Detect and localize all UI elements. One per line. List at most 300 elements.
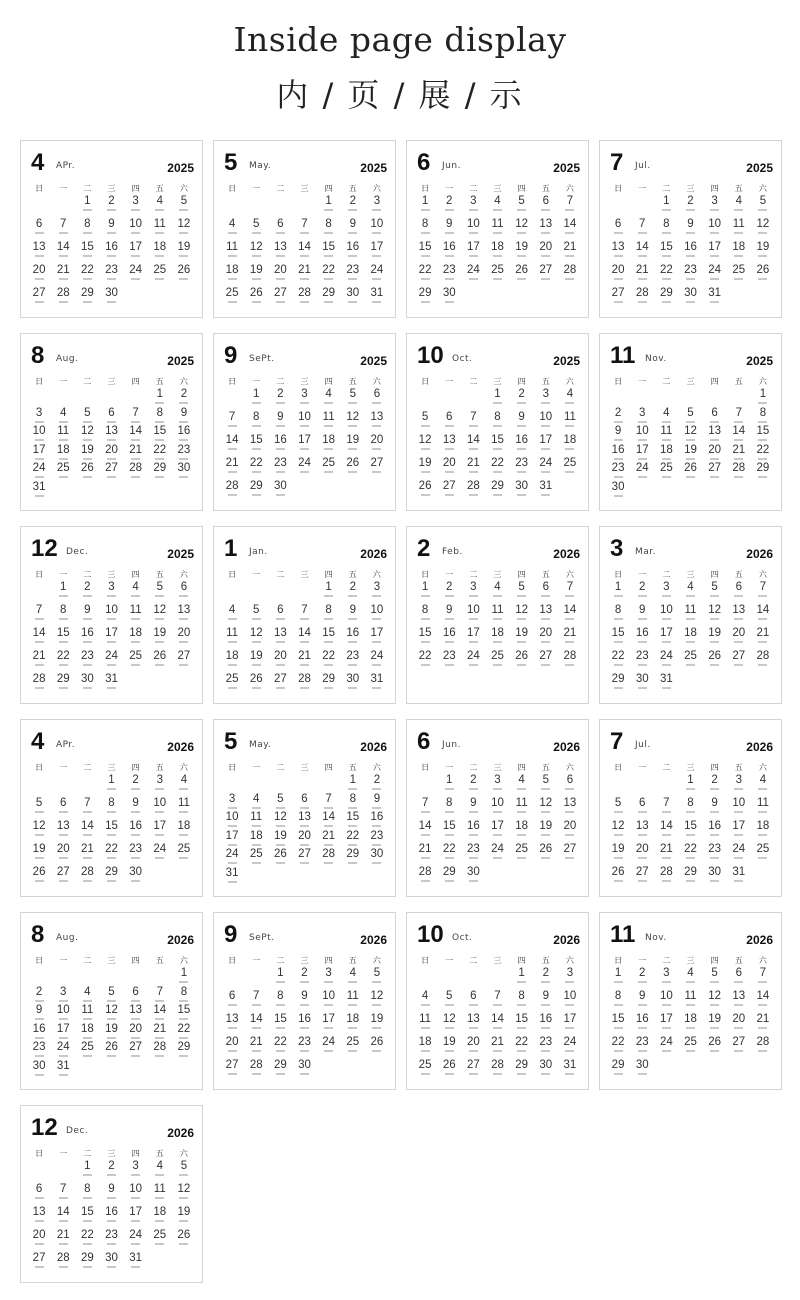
weekday-label: 二: [83, 956, 92, 965]
month-abbreviation: Jul.: [635, 161, 651, 171]
day-cell: 9: [27, 1004, 51, 1023]
day-cell: 12: [341, 411, 365, 434]
weekday-label: 五: [155, 1149, 164, 1158]
day-cell: 2: [534, 967, 558, 990]
day-cell: 24: [124, 1229, 148, 1252]
day-cell: 1: [606, 967, 630, 990]
day-cell: 21: [220, 457, 244, 480]
weekday-label: 二: [276, 377, 285, 386]
weekday-label: 四: [324, 956, 333, 965]
day-cell: 14: [124, 425, 148, 444]
day-cell: 26: [75, 462, 99, 481]
day-cell: 10: [485, 797, 509, 820]
day-cell: 22: [75, 264, 99, 287]
day-cell: 6: [99, 407, 123, 426]
day-cell: 28: [75, 866, 99, 889]
day-cell: 18: [75, 1023, 99, 1042]
day-cell: 11: [317, 411, 341, 434]
day-cell: 9: [703, 797, 727, 820]
day-cell: 29: [485, 480, 509, 503]
month-number: 9: [224, 921, 238, 948]
weekday-label: 三: [300, 956, 309, 965]
day-cell: 10: [558, 990, 582, 1013]
day-cell: 16: [630, 627, 654, 650]
day-cell: 1: [99, 774, 123, 797]
empty-cell: [124, 967, 148, 986]
day-cell: 8: [172, 986, 196, 1005]
day-cell: 9: [341, 604, 365, 627]
day-cell: 23: [630, 650, 654, 673]
day-cell: 25: [510, 843, 534, 866]
day-cell: 8: [413, 604, 437, 627]
day-cell: 5: [703, 581, 727, 604]
weekday-header: [220, 376, 389, 387]
day-cell: 28: [292, 287, 316, 310]
day-cell: 8: [654, 218, 678, 241]
weekday-label: 三: [107, 570, 116, 579]
days-grid: [606, 195, 775, 311]
day-cell: 7: [51, 1183, 75, 1206]
day-cell: 17: [485, 820, 509, 843]
weekday-label: 五: [541, 763, 550, 772]
weekday-label: 四: [710, 763, 719, 772]
day-cell: 7: [27, 604, 51, 627]
day-cell: 26: [27, 866, 51, 889]
day-cell: 2: [341, 581, 365, 604]
day-cell: 21: [148, 1023, 172, 1042]
day-cell: 16: [534, 1013, 558, 1036]
empty-cell: [220, 774, 244, 793]
day-cell: 29: [678, 866, 702, 889]
day-cell: 17: [365, 241, 389, 264]
day-cell: 14: [558, 604, 582, 627]
day-cell: 4: [751, 774, 775, 797]
day-cell: 1: [510, 967, 534, 990]
weekday-label: 二: [83, 184, 92, 193]
day-cell: 25: [678, 1036, 702, 1059]
empty-cell: [244, 967, 268, 990]
weekday-label: 四: [517, 570, 526, 579]
day-cell: 16: [27, 1023, 51, 1042]
year-label: 2025: [553, 354, 580, 368]
day-cell: 21: [51, 264, 75, 287]
weekday-label: 二: [469, 184, 478, 193]
month-card: [599, 333, 782, 511]
weekday-label: 二: [276, 956, 285, 965]
day-cell: 2: [437, 195, 461, 218]
empty-cell: [27, 195, 51, 218]
day-cell: 2: [510, 388, 534, 411]
weekday-label: 四: [517, 184, 526, 193]
weekday-label: 五: [541, 184, 550, 193]
days-grid: [413, 967, 582, 1083]
day-cell: 28: [148, 1041, 172, 1060]
month-number: 10: [417, 921, 444, 948]
weekday-label: 六: [372, 570, 381, 579]
day-cell: 8: [485, 411, 509, 434]
day-cell: 29: [51, 673, 75, 696]
day-cell: 17: [292, 434, 316, 457]
weekday-label: 三: [300, 377, 309, 386]
day-cell: 27: [172, 650, 196, 673]
day-cell: 7: [413, 797, 437, 820]
day-cell: 19: [172, 1206, 196, 1229]
day-cell: 14: [751, 604, 775, 627]
weekday-label: 二: [276, 570, 285, 579]
day-cell: 6: [534, 581, 558, 604]
month-number: 8: [31, 342, 45, 369]
day-cell: 21: [630, 264, 654, 287]
weekday-label: 四: [710, 956, 719, 965]
day-cell: 6: [727, 967, 751, 990]
day-cell: 8: [244, 411, 268, 434]
day-cell: 16: [461, 820, 485, 843]
day-cell: 21: [751, 1013, 775, 1036]
day-cell: 7: [75, 797, 99, 820]
day-cell: 16: [437, 241, 461, 264]
empty-cell: [220, 388, 244, 411]
empty-cell: [413, 774, 437, 797]
day-cell: 18: [124, 627, 148, 650]
day-cell: 18: [317, 434, 341, 457]
day-cell: 27: [365, 457, 389, 480]
day-cell: 3: [365, 195, 389, 218]
weekday-label: 五: [348, 956, 357, 965]
day-cell: 14: [727, 425, 751, 444]
day-cell: 12: [751, 218, 775, 241]
day-cell: 29: [606, 1059, 630, 1082]
weekday-label: 一: [59, 1149, 68, 1158]
day-cell: 15: [606, 627, 630, 650]
weekday-label: 日: [35, 1149, 44, 1158]
day-cell: 30: [365, 848, 389, 867]
weekday-label: 四: [710, 184, 719, 193]
day-cell: 8: [437, 797, 461, 820]
day-cell: 29: [172, 1041, 196, 1060]
weekday-label: 四: [710, 570, 719, 579]
day-cell: 24: [292, 457, 316, 480]
weekday-label: 日: [421, 956, 430, 965]
day-cell: 14: [630, 241, 654, 264]
empty-cell: [606, 774, 630, 797]
weekday-label: 五: [155, 763, 164, 772]
day-cell: 8: [751, 407, 775, 426]
weekday-label: 日: [421, 377, 430, 386]
day-cell: 4: [413, 990, 437, 1013]
month-card: [213, 333, 396, 511]
day-cell: 1: [485, 388, 509, 411]
day-cell: 4: [220, 218, 244, 241]
weekday-label: 五: [348, 377, 357, 386]
day-cell: 14: [292, 627, 316, 650]
day-cell: 14: [413, 820, 437, 843]
day-cell: 5: [678, 407, 702, 426]
day-cell: 22: [51, 650, 75, 673]
day-cell: 23: [124, 843, 148, 866]
day-cell: 22: [148, 444, 172, 463]
day-cell: 26: [244, 673, 268, 696]
day-cell: 11: [220, 627, 244, 650]
weekday-label: 日: [421, 184, 430, 193]
day-cell: 20: [365, 434, 389, 457]
day-cell: 15: [148, 425, 172, 444]
day-cell: 24: [51, 1041, 75, 1060]
month-number: 12: [31, 1114, 58, 1141]
day-cell: 1: [51, 581, 75, 604]
day-cell: 19: [437, 1036, 461, 1059]
day-cell: 13: [630, 820, 654, 843]
day-cell: 5: [606, 797, 630, 820]
day-cell: 3: [27, 407, 51, 426]
weekday-label: 日: [421, 763, 430, 772]
day-cell: 17: [365, 627, 389, 650]
day-cell: 30: [341, 673, 365, 696]
day-cell: 16: [99, 241, 123, 264]
weekday-label: 三: [686, 377, 695, 386]
day-cell: 28: [751, 650, 775, 673]
day-cell: 11: [148, 1183, 172, 1206]
month-card: [213, 526, 396, 704]
year-label: 2026: [553, 547, 580, 561]
day-cell: 21: [485, 1036, 509, 1059]
day-cell: 8: [317, 604, 341, 627]
day-cell: 17: [317, 1013, 341, 1036]
day-cell: 19: [99, 1023, 123, 1042]
day-cell: 31: [727, 866, 751, 889]
month-number: 12: [31, 535, 58, 562]
weekday-label: 三: [493, 763, 502, 772]
page-subtitle: 内 / 页 / 展 / 示: [276, 76, 524, 114]
day-cell: 6: [727, 581, 751, 604]
day-cell: 3: [51, 986, 75, 1005]
day-cell: 24: [703, 264, 727, 287]
weekday-label: 四: [131, 377, 140, 386]
day-cell: 12: [172, 1183, 196, 1206]
month-number: 4: [31, 149, 45, 176]
day-cell: 25: [727, 264, 751, 287]
weekday-label: 日: [228, 184, 237, 193]
day-cell: 3: [124, 195, 148, 218]
month-abbreviation: Oct.: [452, 354, 473, 364]
day-cell: 7: [244, 990, 268, 1013]
day-cell: 23: [99, 1229, 123, 1252]
day-cell: 2: [172, 388, 196, 407]
day-cell: 6: [630, 797, 654, 820]
day-cell: 13: [727, 990, 751, 1013]
day-cell: 18: [485, 627, 509, 650]
day-cell: 3: [461, 195, 485, 218]
day-cell: 22: [510, 1036, 534, 1059]
day-cell: 9: [606, 425, 630, 444]
weekday-label: 一: [638, 763, 647, 772]
day-cell: 24: [365, 264, 389, 287]
weekday-label: 日: [228, 377, 237, 386]
day-cell: 24: [317, 1036, 341, 1059]
day-cell: 7: [751, 581, 775, 604]
day-cell: 12: [268, 811, 292, 830]
weekday-label: 六: [179, 956, 188, 965]
day-cell: 17: [461, 241, 485, 264]
day-cell: 22: [654, 264, 678, 287]
day-cell: 25: [148, 1229, 172, 1252]
day-cell: 6: [703, 407, 727, 426]
month-number: 2: [417, 535, 431, 562]
day-cell: 15: [751, 425, 775, 444]
day-cell: 12: [75, 425, 99, 444]
day-cell: 15: [99, 820, 123, 843]
day-cell: 13: [172, 604, 196, 627]
day-cell: 15: [317, 241, 341, 264]
day-cell: 15: [606, 1013, 630, 1036]
day-cell: 20: [534, 241, 558, 264]
day-cell: 20: [124, 1023, 148, 1042]
empty-cell: [51, 1160, 75, 1183]
day-cell: 31: [534, 480, 558, 503]
year-label: 2026: [553, 933, 580, 947]
empty-cell: [51, 967, 75, 986]
day-cell: 23: [172, 444, 196, 463]
day-cell: 14: [244, 1013, 268, 1036]
day-cell: 2: [630, 581, 654, 604]
days-grid: [606, 388, 775, 504]
weekday-label: 六: [179, 184, 188, 193]
day-cell: 3: [558, 967, 582, 990]
day-cell: 5: [99, 986, 123, 1005]
day-cell: 13: [268, 627, 292, 650]
day-cell: 20: [630, 843, 654, 866]
calendar-grid: [20, 140, 782, 1283]
day-cell: 21: [413, 843, 437, 866]
day-cell: 26: [365, 1036, 389, 1059]
day-cell: 9: [461, 797, 485, 820]
weekday-header: [606, 955, 775, 966]
day-cell: 3: [630, 407, 654, 426]
weekday-label: 一: [252, 184, 261, 193]
day-cell: 1: [317, 581, 341, 604]
weekday-label: 六: [758, 763, 767, 772]
day-cell: 17: [727, 820, 751, 843]
weekday-label: 四: [131, 570, 140, 579]
day-cell: 27: [51, 866, 75, 889]
day-cell: 26: [751, 264, 775, 287]
day-cell: 14: [751, 990, 775, 1013]
month-card: [20, 719, 203, 897]
month-abbreviation: APr.: [56, 740, 76, 750]
day-cell: 27: [534, 264, 558, 287]
day-cell: 21: [244, 1036, 268, 1059]
day-cell: 21: [751, 627, 775, 650]
empty-cell: [27, 774, 51, 797]
empty-cell: [99, 388, 123, 407]
day-cell: 9: [365, 793, 389, 812]
weekday-label: 六: [758, 184, 767, 193]
day-cell: 27: [292, 848, 316, 867]
day-cell: 7: [220, 411, 244, 434]
day-cell: 25: [51, 462, 75, 481]
day-cell: 20: [220, 1036, 244, 1059]
day-cell: 15: [75, 1206, 99, 1229]
day-cell: 8: [678, 797, 702, 820]
weekday-header: [27, 762, 196, 773]
day-cell: 7: [751, 967, 775, 990]
day-cell: 11: [220, 241, 244, 264]
day-cell: 29: [317, 673, 341, 696]
weekday-header: [606, 569, 775, 580]
month-abbreviation: Jul.: [635, 740, 651, 750]
day-cell: 5: [75, 407, 99, 426]
day-cell: 31: [365, 287, 389, 310]
day-cell: 15: [510, 1013, 534, 1036]
weekday-header: [27, 376, 196, 387]
weekday-label: 五: [734, 570, 743, 579]
day-cell: 17: [99, 627, 123, 650]
day-cell: 10: [292, 411, 316, 434]
month-card: [213, 912, 396, 1090]
weekday-label: 三: [107, 956, 116, 965]
weekday-label: 四: [517, 763, 526, 772]
day-cell: 3: [654, 967, 678, 990]
day-cell: 10: [461, 218, 485, 241]
day-cell: 11: [51, 425, 75, 444]
day-cell: 26: [172, 1229, 196, 1252]
weekday-header: [413, 183, 582, 194]
day-cell: 20: [558, 820, 582, 843]
day-cell: 6: [606, 218, 630, 241]
month-abbreviation: APr.: [56, 161, 76, 171]
day-cell: 3: [148, 774, 172, 797]
day-cell: 20: [51, 843, 75, 866]
day-cell: 26: [534, 843, 558, 866]
day-cell: 18: [148, 1206, 172, 1229]
weekday-label: 四: [131, 184, 140, 193]
day-cell: 3: [703, 195, 727, 218]
weekday-label: 一: [252, 956, 261, 965]
day-cell: 16: [703, 820, 727, 843]
day-cell: 10: [365, 604, 389, 627]
month-card: [599, 140, 782, 318]
weekday-label: 六: [758, 956, 767, 965]
weekday-label: 二: [276, 763, 285, 772]
weekday-label: 二: [662, 956, 671, 965]
day-cell: 29: [654, 287, 678, 310]
day-cell: 28: [485, 1059, 509, 1082]
month-number: 6: [417, 149, 431, 176]
year-label: 2025: [167, 547, 194, 561]
days-grid: [413, 195, 582, 311]
day-cell: 4: [51, 407, 75, 426]
day-cell: 24: [27, 462, 51, 481]
day-cell: 19: [703, 627, 727, 650]
day-cell: 9: [534, 990, 558, 1013]
day-cell: 20: [727, 1013, 751, 1036]
day-cell: 10: [220, 811, 244, 830]
month-number: 9: [224, 342, 238, 369]
day-cell: 11: [341, 990, 365, 1013]
day-cell: 18: [51, 444, 75, 463]
weekday-label: 一: [445, 184, 454, 193]
weekday-label: 三: [493, 377, 502, 386]
weekday-label: 三: [686, 956, 695, 965]
month-abbreviation: Feb.: [442, 547, 463, 557]
day-cell: 9: [630, 604, 654, 627]
day-cell: 21: [727, 444, 751, 463]
weekday-label: 五: [155, 570, 164, 579]
day-cell: 26: [703, 650, 727, 673]
day-cell: 16: [75, 627, 99, 650]
day-cell: 2: [365, 774, 389, 793]
month-number: 6: [417, 728, 431, 755]
weekday-label: 二: [662, 184, 671, 193]
